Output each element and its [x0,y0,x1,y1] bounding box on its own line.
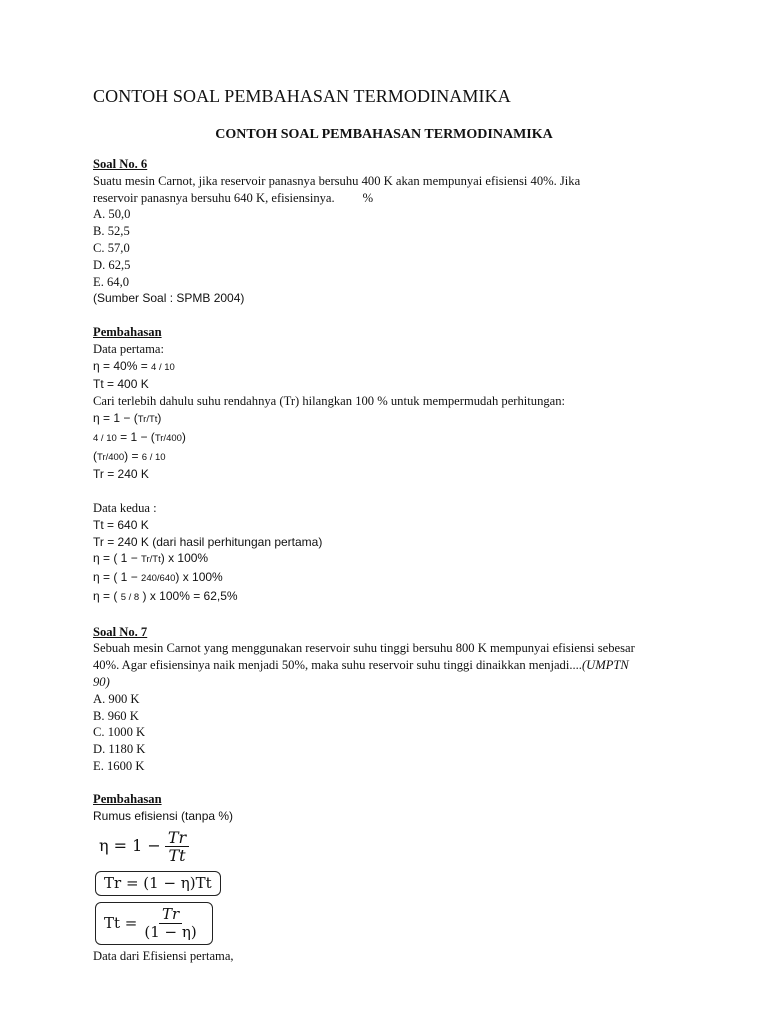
soal-6-question-line-1: Suatu mesin Carnot, jika reservoir panasnya bersuhu 400 K akan mempunyai efisiensi 40%. Jika [93,173,581,188]
formula-line-2: 4 / 10 = 1 − (Tr/400) [93,429,186,444]
section-title: CONTOH SOAL PEMBAHASAN TERMODINAMIKA [215,127,553,142]
soal-6-question-line-2: reservoir panasnya bersuhu 640 K, efisiensinya. % [93,190,374,205]
cari-line: Cari terlebih dahulu suhu rendahnya (Tr) hilangkan 100 % untuk mempermudah perhitungan: [93,394,566,409]
soal-7-option-b: B. 960 K [93,708,139,723]
tt-400-line: Tt = 400 K [93,377,149,392]
soal-7-question-line-2: 40%. Agar efisiensinya naik menjadi 50%, maka suhu reservoir suhu tinggi dinaikkan menjadi....(UMPTN [93,658,629,673]
formula-line-1: η = 1 − (Tr/Tt) [93,410,162,425]
tt-formula-box: Tt = $\frac{Tr}{(1 - \eta)}$ [95,902,213,945]
eta-formula-1: η = ( 1 − Tr/Tt) x 100% [93,551,209,566]
data-kedua: Data kedua : [93,500,157,515]
rumus-efisiensi: Rumus efisiensi (tanpa %) [93,809,234,824]
efficiency-formula: η = 1 − $\frac{Tr}{Tt}$ [99,829,663,864]
soal-6-option-d: D. 62,5 [93,257,131,272]
eta-line: η = 40% = 4 / 10 [93,358,175,373]
formula-line-3: (Tr/400) = 6 / 10 [93,448,166,463]
document-body [93,156,663,965]
eta-formula-2: η = ( 1 − 240/640) x 100% [93,570,223,585]
tr-formula-box: Tr = (1 − η)Tt [95,871,221,896]
tt-fraction: $\frac{Tr}{(1 - \eta)}$ [144,904,197,941]
tt-640-line: Tt = 640 K [93,517,149,532]
data-dari-efisiensi: Data dari Efisiensi pertama, [93,948,234,963]
soal-7-option-d: D. 1180 K [93,742,146,757]
soal-7-question-line-3: 90) [93,674,110,689]
pembahasan-7-heading: Pembahasan [93,792,162,807]
soal-7-heading: Soal No. 7 [93,624,148,639]
soal-6-option-e: E. 64,0 [93,274,130,289]
soal-7-option-c: C. 1000 K [93,725,146,740]
pembahasan-6-heading: Pembahasan [93,324,162,339]
soal-6-option-a: A. 50,0 [93,207,131,222]
soal-7-option-e: E. 1600 K [93,758,145,773]
soal-6-option-b: B. 52,5 [93,224,130,239]
soal-7-question-line-1: Sebuah mesin Carnot yang menggunakan reservoir suhu tinggi bersuhu 800 K mempunyai efisiensi sebesar [93,641,635,656]
soal-6-option-c: C. 57,0 [93,240,130,255]
tr-240-line: Tr = 240 K [93,467,149,482]
efficiency-fraction: $\frac{Tr}{Tt}$ [165,829,189,864]
data-pertama: Data pertama: [93,341,164,356]
eta-formula-3: η = ( 5 / 8 ) x 100% = 62,5% [93,588,238,603]
document-title: CONTOH SOAL PEMBAHASAN TERMODINAMIKA [93,86,511,106]
tr-240-result-line: Tr = 240 K (dari hasil perhitungan pertama) [93,534,323,549]
soal-7-option-a: A. 900 K [93,691,140,706]
soal-6-source: (Sumber Soal : SPMB 2004) [93,291,245,306]
soal-6-heading: Soal No. 6 [93,157,148,171]
